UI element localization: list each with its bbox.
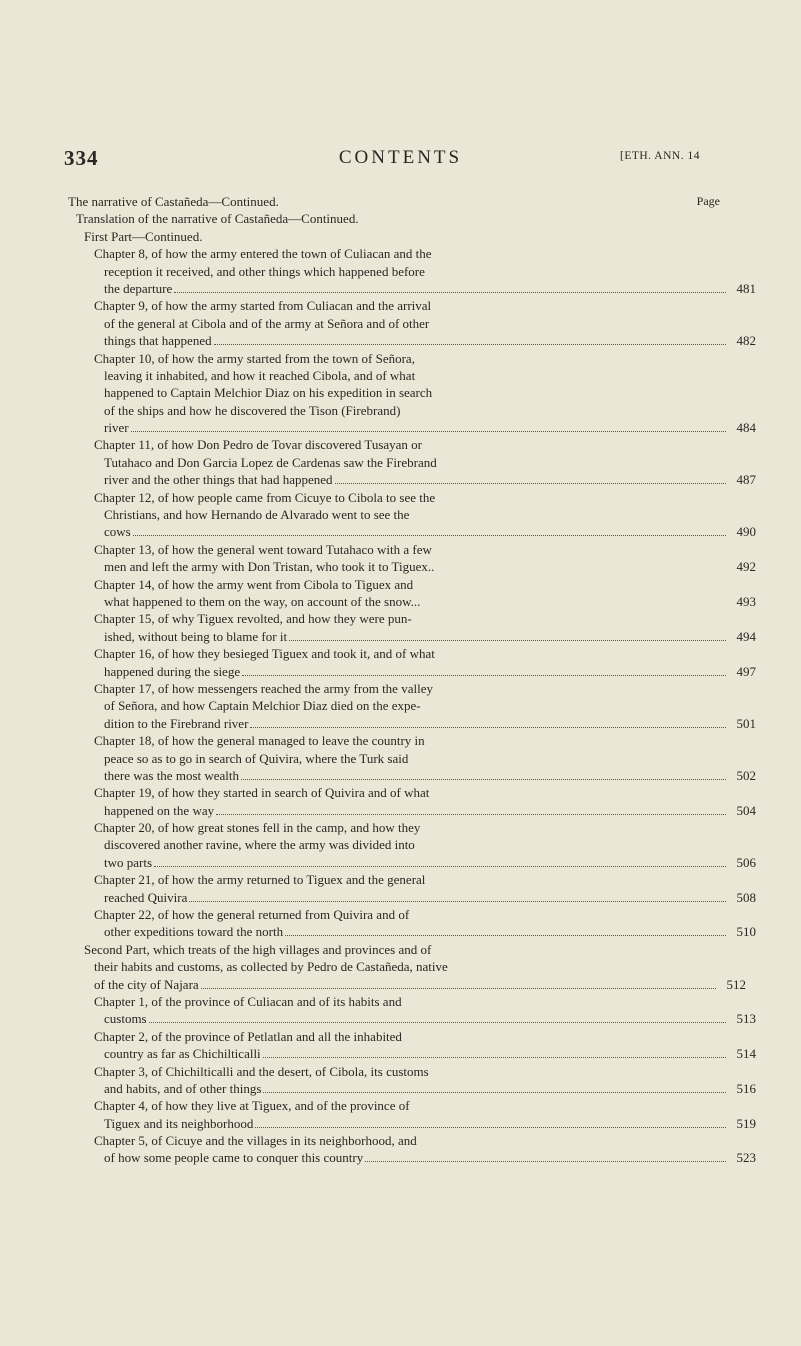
toc-page-number: 512 xyxy=(726,976,746,992)
dot-leader xyxy=(201,988,716,989)
dot-leader xyxy=(242,675,726,676)
toc-entry-part2-chapter-5 xyxy=(68,1132,756,1167)
toc-entry-text: ished, without being to blame for it xyxy=(104,628,288,644)
toc-entry-text: reception it received, and other things which happened before xyxy=(104,263,425,279)
dot-leader xyxy=(255,1127,726,1128)
toc-entry-part2-chapter-2 xyxy=(68,1028,756,1063)
toc-entry-text: the departure xyxy=(104,280,173,296)
toc-entry-text: discovered another ravine, where the army was divided into xyxy=(104,837,415,853)
toc-entry-text: happened during the siege xyxy=(104,663,241,679)
toc-entry-chapter-15 xyxy=(68,610,756,645)
dot-leader xyxy=(131,431,726,432)
toc-entry-chapter-14 xyxy=(68,576,756,611)
toc-entry-lastline xyxy=(68,280,756,297)
dot-leader xyxy=(133,535,726,536)
toc-entry-chapter-13 xyxy=(68,541,756,576)
toc-entry-chapter-20 xyxy=(68,819,756,871)
toc-page-number: 516 xyxy=(736,1080,756,1096)
dot-leader xyxy=(335,483,726,484)
toc-entry-lastline xyxy=(68,1045,756,1062)
toc-entry-lastline xyxy=(68,471,756,488)
toc-entry-text: Chapter 22, of how the general returned from Quivira and of xyxy=(94,907,410,923)
toc-entry-lastline xyxy=(68,1149,756,1166)
toc-entry-text: Chapter 21, of how the army returned to Tiguex and the general xyxy=(94,872,426,888)
part-heading: First Part—Continued. xyxy=(84,228,203,244)
toc-entry-lastline xyxy=(68,1115,756,1132)
toc-entry-text: their habits and customs, as collected by Pedro de Castañeda, native xyxy=(94,959,448,975)
translation-heading: Translation of the narrative of Castañeda—Continued. xyxy=(76,211,359,227)
toc-entry-text: Chapter 2, of the province of Petlatlan and all the inhabited xyxy=(94,1028,402,1044)
toc-entry-lastline xyxy=(68,976,746,993)
toc-entry-text: men and left the army with Don Tristan, who took it to Tiguex.. xyxy=(104,559,435,575)
toc-entry-text: reached Quivira xyxy=(104,889,188,905)
toc-entry-text: dition to the Firebrand river xyxy=(104,715,249,731)
toc-entry-text: Chapter 9, of how the army started from Culiacan and the arrival xyxy=(94,298,432,314)
dot-leader xyxy=(285,935,726,936)
toc-entry-chapter-21 xyxy=(68,871,756,906)
dot-leader xyxy=(263,1057,726,1058)
toc-page-number: 519 xyxy=(736,1115,756,1131)
toc-entry-lastline xyxy=(68,663,756,680)
toc-page-number: 506 xyxy=(736,854,756,870)
toc-entry-lastline xyxy=(68,628,756,645)
toc-page-number: 510 xyxy=(736,924,756,940)
toc-entry-text: and habits, and of other things xyxy=(104,1080,262,1096)
toc-page-number: 490 xyxy=(736,524,756,540)
toc-entry-text: Chapter 8, of how the army entered the town of Culiacan and the xyxy=(94,246,432,262)
dot-leader xyxy=(250,727,726,728)
toc-page-number: 484 xyxy=(736,420,756,436)
toc-page-number: 481 xyxy=(736,280,756,296)
dot-leader xyxy=(149,1022,726,1023)
toc-entry-text: Chapter 16, of how they besieged Tiguex and took it, and of what xyxy=(94,646,435,662)
toc-page-number: 501 xyxy=(736,715,756,731)
toc-entry-chapter-8 xyxy=(68,245,756,297)
toc-entry-text: Chapter 14, of how the army went from Cibola to Tiguex and xyxy=(94,576,414,592)
toc-entry-text: happened to Captain Melchior Diaz on his expedition in search xyxy=(104,385,433,401)
toc-page-number: 493 xyxy=(736,593,756,609)
toc-page-number: 494 xyxy=(736,628,756,644)
page-header xyxy=(0,146,801,176)
page-title: CONTENTS xyxy=(338,147,463,168)
dot-leader xyxy=(241,779,726,780)
toc-entry-text: of the general at Cibola and of the army at Señora and of other xyxy=(104,315,430,331)
toc-entry-chapter-12 xyxy=(68,489,756,541)
toc-entry-text: Chapter 4, of how they live at Tiguex, and of the province of xyxy=(94,1098,410,1114)
running-reference: [ETH. ANN. 14 xyxy=(620,150,700,162)
narrative-heading: The narrative of Castañeda—Continued. xyxy=(68,194,279,209)
toc-entry-text: Chapter 3, of Chichilticalli and the desert, of Cibola, its customs xyxy=(94,1063,429,1079)
toc-page-number: 482 xyxy=(736,333,756,349)
toc-entry-text: Chapter 11, of how Don Pedro de Tovar discovered Tusayan or xyxy=(94,437,423,453)
toc-entry-lastline xyxy=(68,1080,756,1097)
toc-entry-lastline xyxy=(68,715,756,732)
table-of-contents xyxy=(68,193,756,1167)
dot-leader xyxy=(174,292,726,293)
toc-entry-text: Chapter 1, of the province of Culiacan and of its habits and xyxy=(94,993,402,1009)
toc-entry-chapter-16 xyxy=(68,645,756,680)
toc-entry-lastline xyxy=(68,923,756,940)
toc-entry-chapter-18 xyxy=(68,732,756,784)
toc-entry-text: of the city of Najara xyxy=(94,976,199,992)
toc-heading-line xyxy=(68,193,720,210)
toc-entry-text: Chapter 20, of how great stones fell in the camp, and how they xyxy=(94,820,421,836)
dot-leader xyxy=(216,814,726,815)
toc-entry-text: Chapter 19, of how they started in search of Quivira and of what xyxy=(94,785,430,801)
toc-entry-chapter-11 xyxy=(68,436,756,488)
toc-entry-lastline xyxy=(68,558,756,575)
toc-entry-text: of the ships and how he discovered the Tison (Firebrand) xyxy=(104,402,401,418)
dot-leader xyxy=(214,344,726,345)
toc-entry-text: of how some people came to conquer this country xyxy=(104,1150,364,1166)
toc-entry-text: Chapter 17, of how messengers reached the army from the valley xyxy=(94,680,433,696)
toc-entry-text: river and the other things that had happened xyxy=(104,472,333,488)
toc-page-number: 497 xyxy=(736,663,756,679)
dot-leader xyxy=(154,866,726,867)
toc-entry-text: cows xyxy=(104,524,131,540)
toc-page-number: 492 xyxy=(736,559,756,575)
toc-entry-part2-chapter-1 xyxy=(68,993,756,1028)
toc-entry-part2-chapter-3 xyxy=(68,1063,756,1098)
toc-entry-text: two parts xyxy=(104,854,153,870)
toc-entry-text: Chapter 10, of how the army started from the town of Señora, xyxy=(94,350,415,366)
toc-entry-text: Chapter 18, of how the general managed to leave the country in xyxy=(94,733,425,749)
toc-entry-second-part xyxy=(68,941,746,993)
toc-page-number: 487 xyxy=(736,472,756,488)
toc-entry-text: peace so as to go in search of Quivira, where the Turk said xyxy=(104,750,409,766)
toc-entry-text: Chapter 5, of Cicuye and the villages in its neighborhood, and xyxy=(94,1133,417,1149)
toc-entry-text: what happened to them on the way, on account of the snow... xyxy=(104,593,421,609)
toc-entry-text: Chapter 12, of how people came from Cicuye to Cibola to see the xyxy=(94,489,436,505)
toc-entry-lastline xyxy=(68,802,756,819)
toc-entry-text: Second Part, which treats of the high villages and provinces and of xyxy=(84,941,432,957)
dot-leader xyxy=(289,640,726,641)
toc-entry-text: country as far as Chichilticalli xyxy=(104,1046,261,1062)
toc-entry-text: river xyxy=(104,420,129,436)
toc-entry-lastline xyxy=(68,854,756,871)
page-number: 334 xyxy=(64,146,99,170)
toc-entry-lastline xyxy=(68,1010,756,1027)
toc-entry-text: Tutahaco and Don Garcia Lopez de Cardenas saw the Firebrand xyxy=(104,454,437,470)
toc-entry-text: Tiguex and its neighborhood xyxy=(104,1115,254,1131)
toc-entry-text: customs xyxy=(104,1011,147,1027)
toc-page-number: 514 xyxy=(736,1046,756,1062)
toc-entry-text: Chapter 15, of why Tiguex revolted, and how they were pun- xyxy=(94,611,412,627)
toc-entry-lastline xyxy=(68,593,756,610)
toc-entry-text: things that happened xyxy=(104,333,212,349)
toc-page-number: 508 xyxy=(736,889,756,905)
toc-entry-chapter-17 xyxy=(68,680,756,732)
toc-page-number: 523 xyxy=(736,1150,756,1166)
dot-leader xyxy=(365,1161,726,1162)
toc-entry-lastline xyxy=(68,332,756,349)
toc-page-number: 504 xyxy=(736,802,756,818)
dot-leader xyxy=(263,1092,726,1093)
toc-entry-chapter-22 xyxy=(68,906,756,941)
toc-entry-text: Chapter 13, of how the general went toward Tutahaco with a few xyxy=(94,541,432,557)
toc-entry-text: happened on the way xyxy=(104,802,215,818)
toc-entry-lastline xyxy=(68,767,756,784)
toc-entry-text: other expeditions toward the north xyxy=(104,924,284,940)
toc-entry-text: Christians, and how Hernando de Alvarado went to see the xyxy=(104,507,410,523)
toc-entry-chapter-9 xyxy=(68,297,756,349)
toc-entry-text: leaving it inhabited, and how it reached Cibola, and of what xyxy=(104,367,416,383)
toc-entry-chapter-10 xyxy=(68,350,756,437)
toc-entry-lastline xyxy=(68,523,756,540)
toc-entry-text: there was the most wealth xyxy=(104,767,240,783)
toc-page-number: 502 xyxy=(736,767,756,783)
toc-entry-part2-chapter-4 xyxy=(68,1097,756,1132)
page-column-label: Page xyxy=(696,194,720,208)
toc-entry-lastline xyxy=(68,419,756,436)
toc-page-number: 513 xyxy=(736,1011,756,1027)
toc-entry-chapter-19 xyxy=(68,784,756,819)
toc-entry-lastline xyxy=(68,889,756,906)
toc-entry-text: of Señora, and how Captain Melchior Diaz died on the expe- xyxy=(104,698,421,714)
dot-leader xyxy=(189,901,726,902)
